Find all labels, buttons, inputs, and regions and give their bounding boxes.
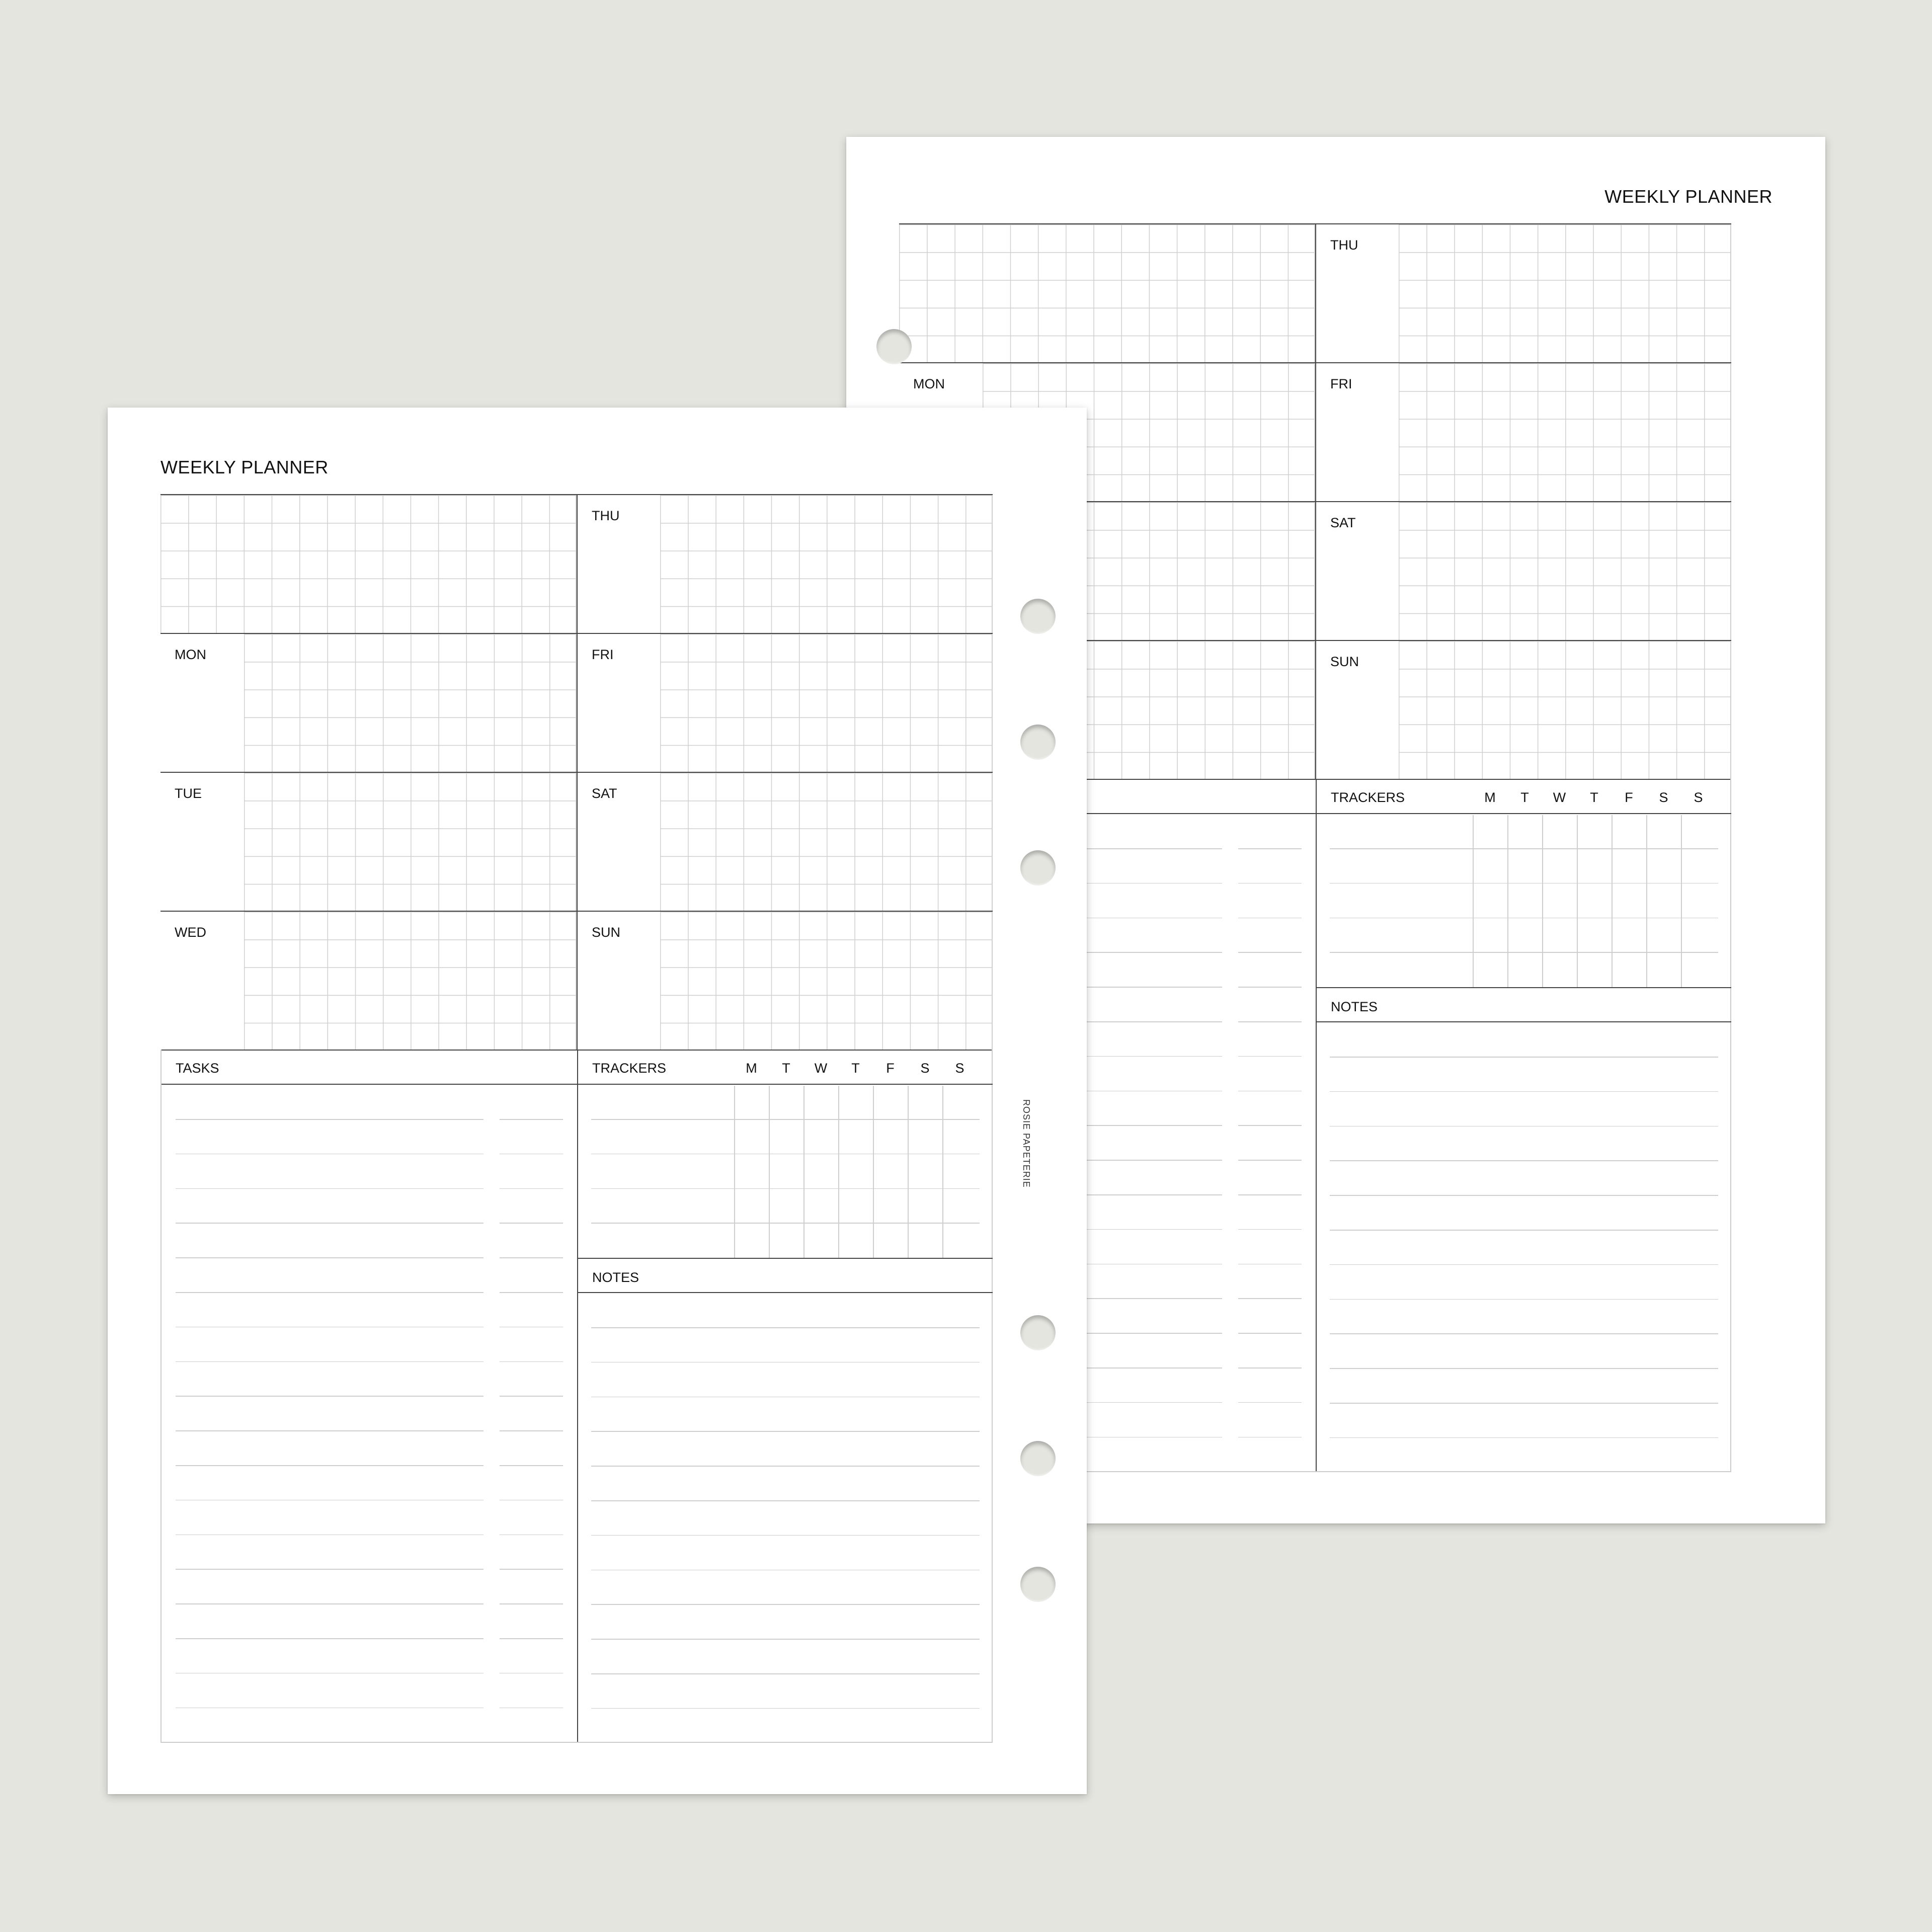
task-check-line [500,1638,563,1639]
day-row [160,773,993,912]
notes-label: NOTES [592,1270,639,1285]
task-line [176,1292,484,1293]
day-cell-sun[interactable] [577,912,993,1050]
binder-hole-icon [1020,1441,1056,1476]
binder-hole-icon [1020,1567,1056,1602]
day-cell-thu[interactable] [577,495,993,633]
notes-line [1330,1230,1718,1231]
weekday-letter: M [746,1061,757,1076]
task-check-line [500,1327,563,1328]
weekday-letter: F [886,1061,895,1076]
grid-area [160,495,577,633]
binder-hole-icon [1020,599,1056,634]
notes-line [1330,1437,1718,1438]
trackers-header [578,1050,993,1085]
day-label: WED [175,925,206,940]
binder-hole-icon [1020,850,1056,886]
tracker-column-line [942,1086,943,1258]
task-line [176,1569,484,1570]
day-label: THU [1330,237,1358,253]
day-label: SAT [592,786,617,801]
task-check-line [500,1154,563,1155]
days-grid [160,494,993,1051]
task-line [176,1708,484,1709]
notes-line [591,1639,980,1640]
tracker-column-line [1612,815,1613,987]
task-line [176,1638,484,1639]
task-line [176,1465,484,1466]
binder-hole-icon [1020,1315,1056,1350]
grid-area [660,773,993,911]
weekday-letter: S [920,1061,930,1076]
day-label: TUE [175,786,202,801]
tracker-column-line [1507,815,1508,987]
notes-line [591,1431,980,1432]
grid-area [660,495,993,633]
task-line [176,1188,484,1189]
day-cell-sun[interactable] [1315,641,1731,779]
tracker-column-line [873,1086,874,1258]
task-check-line [500,1119,563,1120]
day-row [899,224,1731,363]
grid-area [660,634,993,772]
column-divider [1316,779,1317,1471]
binder-hole-icon [876,329,912,364]
day-cell-wed[interactable] [160,912,577,1050]
notes-line [1330,1057,1718,1058]
task-check-line [500,1500,563,1501]
day-label: FRI [1330,376,1352,391]
notes-line [591,1673,980,1674]
notes-line [591,1500,980,1501]
task-check-line [1238,952,1302,953]
task-check-line [500,1257,563,1258]
grid-area [1399,502,1731,640]
tracker-column-line [803,1086,804,1258]
day-row [160,912,993,1051]
weekday-letter: F [1625,790,1633,805]
task-check-line [500,1708,563,1709]
grid-area [1399,641,1731,779]
grid-area [899,224,1315,362]
task-check-line [500,1465,563,1466]
day-cell-mon[interactable] [160,634,577,772]
binder-hole-icon [1020,725,1056,760]
tracker-line [1330,848,1718,849]
tracker-column-line [769,1086,770,1258]
task-check-line [1238,1194,1302,1195]
grid-area [660,912,993,1050]
notes-line [1330,1299,1718,1300]
notes-line [1330,1333,1718,1334]
task-check-line [1238,1160,1302,1161]
task-check-line [1238,1333,1302,1334]
task-check-line [1238,1021,1302,1022]
weekday-letter: T [782,1061,790,1076]
tracker-line [1330,952,1718,953]
task-check-line [1238,918,1302,919]
day-cell-fri[interactable] [577,634,993,772]
day-row [160,495,993,634]
day-cell-thu[interactable] [1315,224,1731,362]
weekday-letters [734,1061,991,1076]
task-line [176,1223,484,1224]
notes-line [591,1327,980,1328]
notes-line [591,1708,980,1709]
task-check-line [500,1188,563,1189]
blank-grid-cell [899,224,1315,362]
notes-label: NOTES [1331,999,1378,1014]
trackers-label: TRACKERS [1331,790,1405,805]
task-line [176,1603,484,1604]
weekday-letter: S [1659,790,1668,805]
task-check-line [1238,1367,1302,1369]
task-line [176,1500,484,1501]
task-check-line [1238,1229,1302,1230]
task-line [176,1257,484,1258]
task-line [176,1673,484,1674]
grid-area [244,912,577,1050]
day-label: SUN [592,925,621,940]
task-check-line [1238,1298,1302,1299]
notes-line [1330,1368,1718,1369]
tracker-column-line [734,1086,735,1258]
task-check-line [1238,848,1302,849]
notes-line [591,1397,980,1398]
task-check-line [1238,987,1302,988]
page-title: WEEKLY PLANNER [1604,186,1773,207]
tracker-column-line [1646,815,1647,987]
tracker-column-line [908,1086,909,1258]
task-check-line [1238,1437,1302,1438]
notes-line [591,1362,980,1363]
task-line [176,1119,484,1120]
task-line [176,1361,484,1362]
day-label: MON [913,376,945,391]
notes-line [591,1604,980,1605]
notes-header [1317,987,1731,1022]
grid-area [244,773,577,911]
weekday-letter: S [955,1061,964,1076]
front-planner-sheet [108,408,1087,1794]
task-check-line [1238,883,1302,884]
brand-mark: ROSIE PAPETERIE [1021,1099,1031,1188]
task-check-line [500,1292,563,1293]
weekday-letter: T [1520,790,1529,805]
day-cell-sat[interactable] [1315,502,1731,640]
notes-line [1330,1195,1718,1196]
day-cell-tue[interactable] [160,773,577,911]
notes-header [578,1258,993,1293]
weekday-letter: W [1553,790,1566,805]
tracker-column-line [838,1086,839,1258]
weekday-letters [1473,790,1729,805]
notes-line [591,1570,980,1571]
tracker-line [591,1154,980,1155]
tracker-column-line [1577,815,1578,987]
blank-grid-cell [160,495,577,633]
task-check-line [1238,1125,1302,1126]
day-row [160,634,993,773]
notes-line [591,1535,980,1536]
notes-line [1330,1264,1718,1265]
weekday-letter: M [1484,790,1496,805]
day-label: THU [592,508,620,523]
tracker-column-line [1473,815,1474,987]
task-line [176,1396,484,1397]
task-line [176,1430,484,1431]
weekday-letter: S [1694,790,1703,805]
task-check-line [500,1569,563,1570]
notes-line [1330,1160,1718,1161]
tasks-label: TASKS [176,1061,219,1076]
task-check-line [500,1673,563,1674]
bottom-section [160,1050,993,1743]
trackers-header [1317,779,1731,814]
task-check-line [500,1430,563,1431]
task-line [176,1154,484,1155]
tracker-column-line [1681,815,1682,987]
tracker-line [1330,918,1718,919]
grid-area [1399,224,1731,362]
task-check-line [500,1535,563,1536]
day-label: FRI [592,647,614,662]
weekday-letter: W [814,1061,828,1076]
grid-area [244,634,577,772]
weekday-letter: T [851,1061,860,1076]
task-check-line [500,1361,563,1362]
notes-line [1330,1403,1718,1404]
day-label: MON [175,647,206,662]
tracker-line [1330,883,1718,884]
column-divider [577,1050,578,1742]
task-check-line [1238,1402,1302,1403]
task-line [176,1327,484,1328]
day-cell-fri[interactable] [1315,363,1731,501]
notes-line [1330,1126,1718,1127]
day-cell-sat[interactable] [577,773,993,911]
tasks-header [162,1050,577,1085]
task-check-line [1238,1264,1302,1265]
task-line [176,1535,484,1536]
weekday-letter: T [1590,790,1598,805]
page-title: WEEKLY PLANNER [160,457,329,477]
notes-line [591,1466,980,1467]
task-check-line [500,1223,563,1224]
day-label: SAT [1330,515,1356,530]
grid-area [1399,363,1731,501]
notes-line [1330,1091,1718,1092]
tracker-column-line [1542,815,1543,987]
day-label: SUN [1330,654,1359,669]
task-check-line [1238,1091,1302,1092]
task-check-line [500,1396,563,1397]
tracker-line [591,1119,980,1120]
tracker-line [591,1188,980,1189]
tracker-line [591,1223,980,1224]
task-check-line [1238,1056,1302,1057]
task-check-line [500,1603,563,1604]
trackers-label: TRACKERS [592,1061,667,1076]
